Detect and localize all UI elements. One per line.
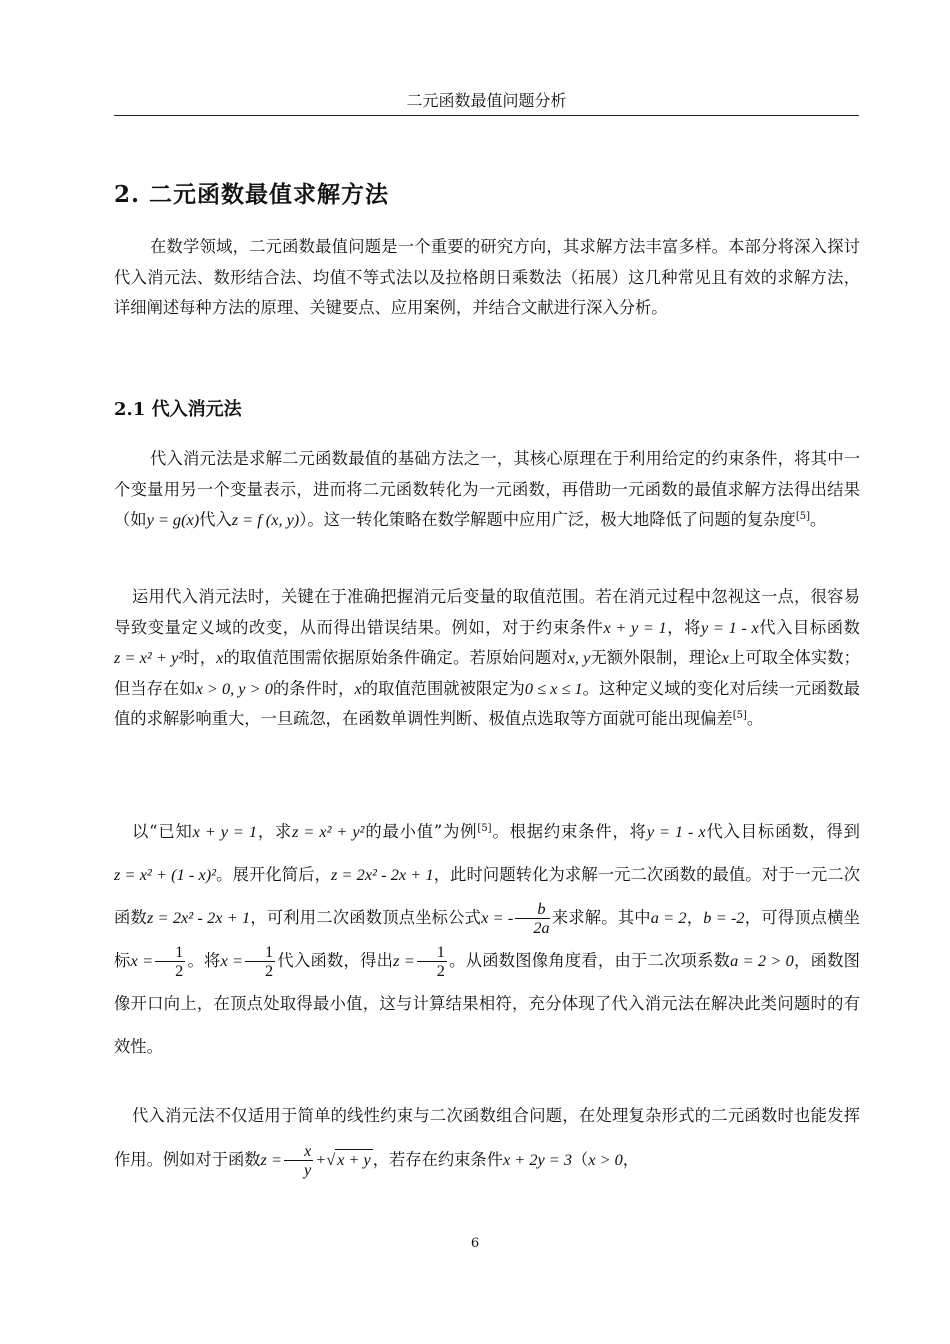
page-number: 6	[470, 1236, 480, 1251]
citation: [5]	[732, 710, 747, 721]
paragraph-complex: 代入消元法不仅适用于简单的线性约束与二次函数组合问题，在处理复杂形式的二元函数时也能发挥作用。例如对于函数z = $\frac{x}{y}$ +√ x + y ，若存在约束条件x + 2y = 3（x > 0，	[114, 1106, 860, 1179]
intro-paragraph: 在数学领域，二元函数最值问题是一个重要的研究方向，其求解方法丰富多样。本部分将深入探讨代入消元法、数形结合法、均值不等式法以及拉格朗日乘数法（拓展）这几种常见且有效的求解方法，详细阐述每种方法的原理、关键要点、应用案例，并结合文献进行深入分析。	[114, 237, 860, 317]
citation: [5]	[795, 511, 810, 522]
running-header: 二元函数最值问题分析	[114, 90, 859, 116]
subsection-heading: 2.1 代入消元法	[114, 399, 242, 420]
fraction-x-over-y: $\frac{x}{y}$	[284, 1142, 313, 1179]
math-y-eq-g: y = g(x)	[146, 510, 200, 529]
section-heading: 2. 二元函数最值求解方法	[114, 181, 390, 208]
sqrt-icon: √ x + y	[326, 1150, 371, 1169]
paragraph-example: 以“已知x + y = 1，求z = x² + y²的最小值”为例[5]。根据约束条件，将y = 1 - x代入目标函数，得到z = x² + (1 - x)²。展开化简后，z = 2x² - 2x + 1，此时问题转化为求解一元二次函数的最值。对于一元二次函数z = 2x² - 2x + 1，可利用二次函数顶点坐标公式x = - $\frac{b}{2a}$ 来求解。其中a = 2，b = -2，可得顶点横坐标x = $\frac{1}{2}$ 。将x = $\frac{1}{2}$ 代入函数，得出z = $\frac{1}{2}$ 。从函数图像角度看，由于二次项系数a = 2 > 0，函数图像开口向上，在顶点处取得最小值，这与计算结果相符，充分体现了代入消元法在解决此类问题时的有效性。	[114, 822, 860, 1056]
paragraph-domain: 运用代入消元法时，关键在于准确把握消元后变量的取值范围。若在消元过程中忽视这一点，很容易导致变量定义域的改变，从而得出错误结果。例如，对于约束条件x + y = 1，将y = 1 - x代入目标函数z = x² + y²时，x的取值范围需依据原始条件确定。若原始问题对x, y无额外限制，理论x上可取全体实数；但当存在如x > 0, y > 0的条件时，x的取值范围就被限定为0 ≤ x ≤ 1。这种定义域的变化对后续一元函数最值的求解影响重大，一旦疏忽，在函数单调性判断、极值点选取等方面就可能出现偏差[5]。	[114, 587, 860, 728]
fraction-b-over-2a: $\frac{b}{2a}$	[515, 900, 549, 937]
paragraph-principle: 代入消元法是求解二元函数最值的基础方法之一，其核心原理在于利用给定的约束条件，将其中一个变量用另一个变量表示，进而将二元函数转化为一元函数，再借助一元函数的最值求解方法得出结果（如y = g(x)代入z = f (x, y)）。这一转化策略在数学解题中应用广泛，极大地降低了问题的复杂度[5]。	[114, 449, 860, 529]
math-z-eq-f: z = f (x, y)	[231, 510, 300, 529]
fraction-one-half: $\frac{1}{2}$	[417, 943, 447, 980]
fraction-one-half: $\frac{1}{2}$	[155, 943, 185, 980]
citation: [5]	[477, 823, 492, 834]
fraction-one-half: $\frac{1}{2}$	[245, 943, 275, 980]
